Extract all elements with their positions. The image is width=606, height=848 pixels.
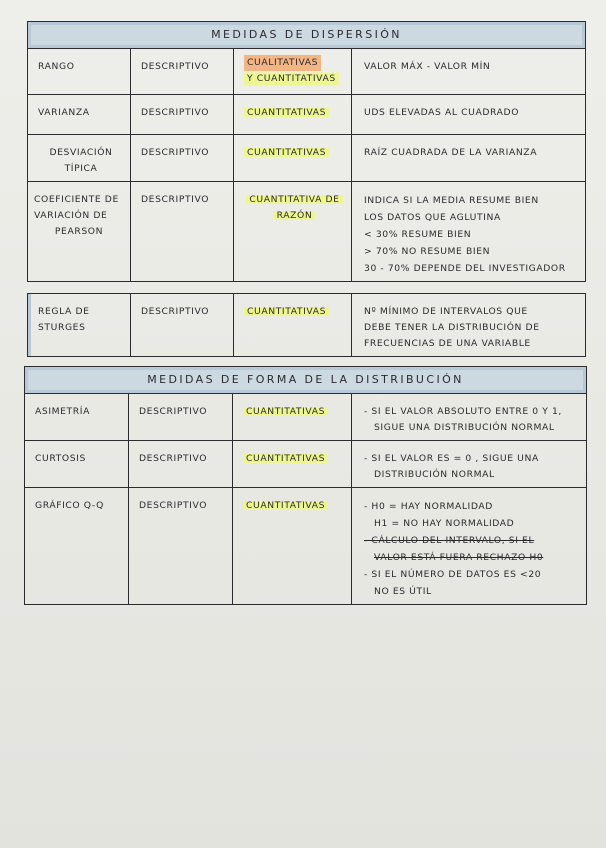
row-info — [352, 135, 586, 182]
info-line: FRECUENCIAS DE UNA VARIABLE — [364, 338, 531, 349]
row-desc: DESCRIPTIVO — [131, 135, 234, 182]
info-line: Nº MÍNIMO DE INTERVALOS QUE — [364, 306, 528, 317]
row-type — [234, 182, 352, 282]
type-line: CUANTITATIVAS — [244, 306, 329, 317]
type-line: CUANTITATIVAS — [243, 453, 328, 464]
table-row — [25, 394, 587, 441]
info-line: H1 = NO HAY NORMALIDAD — [374, 518, 515, 529]
row-name — [25, 441, 129, 488]
row-name-line: ASIMETRÍA — [35, 406, 90, 417]
row-name-line: REGLA DE — [38, 306, 90, 317]
row-type — [234, 95, 352, 135]
row-name-line: GRÁFICO Q-Q — [35, 500, 104, 511]
row-info — [352, 488, 587, 605]
row-info — [352, 294, 586, 357]
info-line: UDS ELEVADAS AL CUADRADO — [364, 107, 520, 118]
row-name-line: CURTOSIS — [35, 453, 86, 464]
row-desc: DESCRIPTIVO — [131, 49, 234, 95]
row-desc: DESCRIPTIVO — [131, 182, 234, 282]
type-line: CUANTITATIVAS — [244, 107, 329, 118]
info-line: LOS DATOS QUE AGLUTINA — [364, 212, 501, 223]
row-type — [233, 441, 352, 488]
row-type — [234, 294, 352, 357]
row-name-line: RANGO — [38, 61, 75, 72]
type-line: Y CUANTITATIVAS — [244, 71, 339, 87]
table-row — [28, 49, 586, 95]
type-line: CUANTITATIVA DE — [246, 194, 342, 205]
forma-title: MEDIDAS DE FORMA DE LA DISTRIBUCIÓN — [25, 367, 587, 394]
row-desc: DESCRIPTIVO — [131, 294, 234, 357]
table-row — [28, 135, 586, 182]
struck-info-line: VALOR ESTÁ FUERA RECHAZO H0 — [374, 552, 544, 563]
row-desc: DESCRIPTIVO — [129, 394, 233, 441]
type-line: CUANTITATIVAS — [243, 406, 328, 417]
info-line: RAÍZ CUADRADA DE LA VARIANZA — [364, 147, 538, 158]
row-name-line: VARIANZA — [38, 107, 90, 118]
info-line: DISTRIBUCIÓN NORMAL — [374, 469, 495, 480]
row-name — [28, 95, 131, 135]
row-name — [28, 182, 131, 282]
row-name-line: DESVIACIÓN — [49, 147, 113, 158]
table-row — [28, 294, 586, 357]
row-name-line: COEFICIENTE DE — [34, 194, 119, 205]
info-line: - SI EL VALOR ES = 0 , SIGUE UNA — [364, 453, 539, 464]
row-type — [234, 49, 352, 95]
dispersion-table — [27, 21, 586, 282]
forma-table — [24, 366, 587, 605]
info-line: NO ES ÚTIL — [374, 586, 432, 597]
table-row — [25, 441, 587, 488]
row-type — [234, 135, 352, 182]
row-name — [25, 488, 129, 605]
row-type — [233, 488, 352, 605]
info-line: DEBE TENER LA DISTRIBUCIÓN DE — [364, 322, 540, 333]
row-type — [233, 394, 352, 441]
type-line: RAZÓN — [274, 210, 316, 221]
info-line: < 30% RESUME BIEN — [364, 229, 472, 240]
row-info — [352, 49, 586, 95]
row-name — [25, 394, 129, 441]
info-line: - H0 = HAY NORMALIDAD — [364, 501, 493, 512]
info-line: 30 - 70% DEPENDE DEL INVESTIGADOR — [364, 263, 566, 274]
table-row — [28, 182, 586, 282]
row-info — [352, 441, 587, 488]
dispersion-title: MEDIDAS DE DISPERSIÓN — [28, 22, 586, 49]
type-line: CUANTITATIVAS — [243, 500, 328, 511]
row-desc: DESCRIPTIVO — [129, 441, 233, 488]
row-name-line: TÍPICA — [64, 163, 98, 174]
info-line: VALOR MÁX - VALOR MÍN — [364, 61, 491, 72]
row-name-line: VARIACIÓN DE — [34, 210, 108, 221]
row-info — [352, 394, 587, 441]
type-line: CUANTITATIVAS — [244, 147, 329, 158]
info-line: > 70% NO RESUME BIEN — [364, 246, 491, 257]
row-name — [28, 49, 131, 95]
row-name-line: PEARSON — [54, 226, 104, 237]
row-desc: DESCRIPTIVO — [129, 488, 233, 605]
row-name — [28, 135, 131, 182]
info-line: - SI EL VALOR ABSOLUTO ENTRE 0 Y 1, — [364, 406, 562, 417]
info-line: INDICA SI LA MEDIA RESUME BIEN — [364, 195, 539, 206]
table-row — [25, 488, 587, 605]
sturges-table — [27, 293, 586, 357]
row-info — [352, 182, 586, 282]
type-line: CUALITATIVAS — [244, 55, 321, 71]
info-line: SIGUE UNA DISTRIBUCIÓN NORMAL — [374, 422, 555, 433]
row-name-line: STURGES — [38, 322, 86, 333]
info-line: - SI EL NÚMERO DE DATOS ES <20 — [364, 569, 542, 580]
row-name — [28, 294, 131, 357]
table-row — [28, 95, 586, 135]
row-desc: DESCRIPTIVO — [131, 95, 234, 135]
row-info — [352, 95, 586, 135]
struck-info-line: - CÁLCULO DEL INTERVALO, SI EL — [364, 535, 535, 546]
